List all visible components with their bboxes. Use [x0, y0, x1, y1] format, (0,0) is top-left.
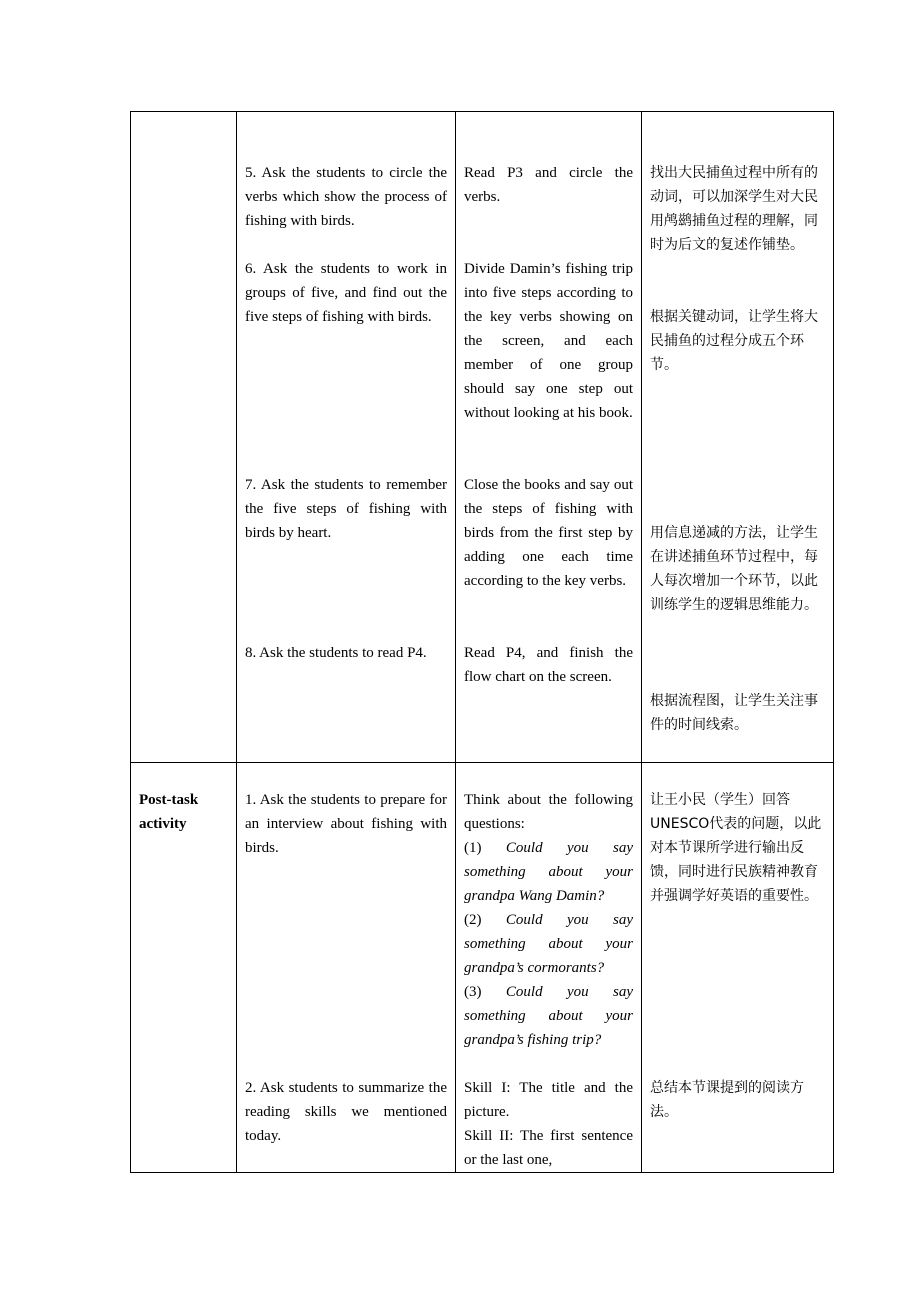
question-text: Could you say something about your grandpa’s cormorants?	[464, 912, 633, 976]
student-step: Read P3 and circle the verbs.	[464, 165, 633, 205]
teacher-activity-cell	[237, 763, 456, 1173]
question-text: Could you say something about your grandpa’s fishing trip?	[464, 984, 633, 1048]
student-step: Think about the following questions:	[464, 792, 633, 832]
teacher-step: 6. Ask the students to work in groups of five, and find out the five steps of fishing with birds.	[245, 261, 447, 325]
purpose-text: 用信息递减的方法，让学生在讲述捕鱼环节过程中，每人每次增加一个环节，以此训练学生的逻辑思维能力。	[650, 525, 818, 613]
lesson-plan-table	[130, 111, 834, 1173]
purpose-text: 根据流程图，让学生关注事件的时间线索。	[650, 693, 818, 733]
teacher-step: 5. Ask the students to circle the verbs which show the process of fishing with birds.	[245, 165, 447, 229]
purpose-text: 根据关键动词，让学生将大民捕鱼的过程分成五个环节。	[650, 309, 818, 373]
student-step: Read P4, and finish the flow chart on the screen.	[464, 645, 633, 685]
interview-question	[464, 980, 633, 1052]
interview-question	[464, 836, 633, 908]
question-text: Could you say something about your grandpa Wang Damin?	[464, 840, 633, 904]
purpose-cell	[642, 112, 834, 763]
stage-label: Post-task activity	[139, 792, 199, 832]
student-step: Skill II: The first sentence or the last one,	[464, 1128, 633, 1168]
table-row	[131, 763, 834, 1173]
student-activity-cell	[456, 112, 642, 763]
teacher-step: 2. Ask students to summarize the reading skills we mentioned today.	[245, 1080, 447, 1144]
student-step: Skill I: The title and the picture.	[464, 1080, 633, 1120]
stage-cell	[131, 112, 237, 763]
question-number: (3)	[464, 984, 482, 1000]
interview-question	[464, 908, 633, 980]
purpose-text: 找出大民捕鱼过程中所有的动词，可以加深学生对大民用鸬鹚捕鱼过程的理解，同时为后文的复述作铺垫。	[650, 165, 818, 253]
question-number: (2)	[464, 912, 482, 928]
teacher-step: 8. Ask the students to read P4.	[245, 645, 427, 661]
student-step: Divide Damin’s fishing trip into five steps according to the key verbs showing on the screen, and each member of one group should say one step out without looking at his book.	[464, 261, 633, 421]
teacher-step: 7. Ask the students to remember the five steps of fishing with birds by heart.	[245, 477, 447, 541]
purpose-text: 让王小民（学生）回答UNESCO代表的问题，以此对本节课所学进行输出反馈，同时进行民族精神教育并强调学好英语的重要性。	[650, 792, 822, 904]
stage-cell	[131, 763, 237, 1173]
table-row	[131, 112, 834, 763]
purpose-text: 总结本节课提到的阅读方法。	[650, 1080, 804, 1120]
purpose-cell	[642, 763, 834, 1173]
teacher-step: 1. Ask the students to prepare for an interview about fishing with birds.	[245, 792, 447, 856]
student-step: Close the books and say out the steps of fishing with birds from the first step by adding one each time according to the key verbs.	[464, 477, 633, 589]
teacher-activity-cell	[237, 112, 456, 763]
question-number: (1)	[464, 840, 482, 856]
student-activity-cell	[456, 763, 642, 1173]
